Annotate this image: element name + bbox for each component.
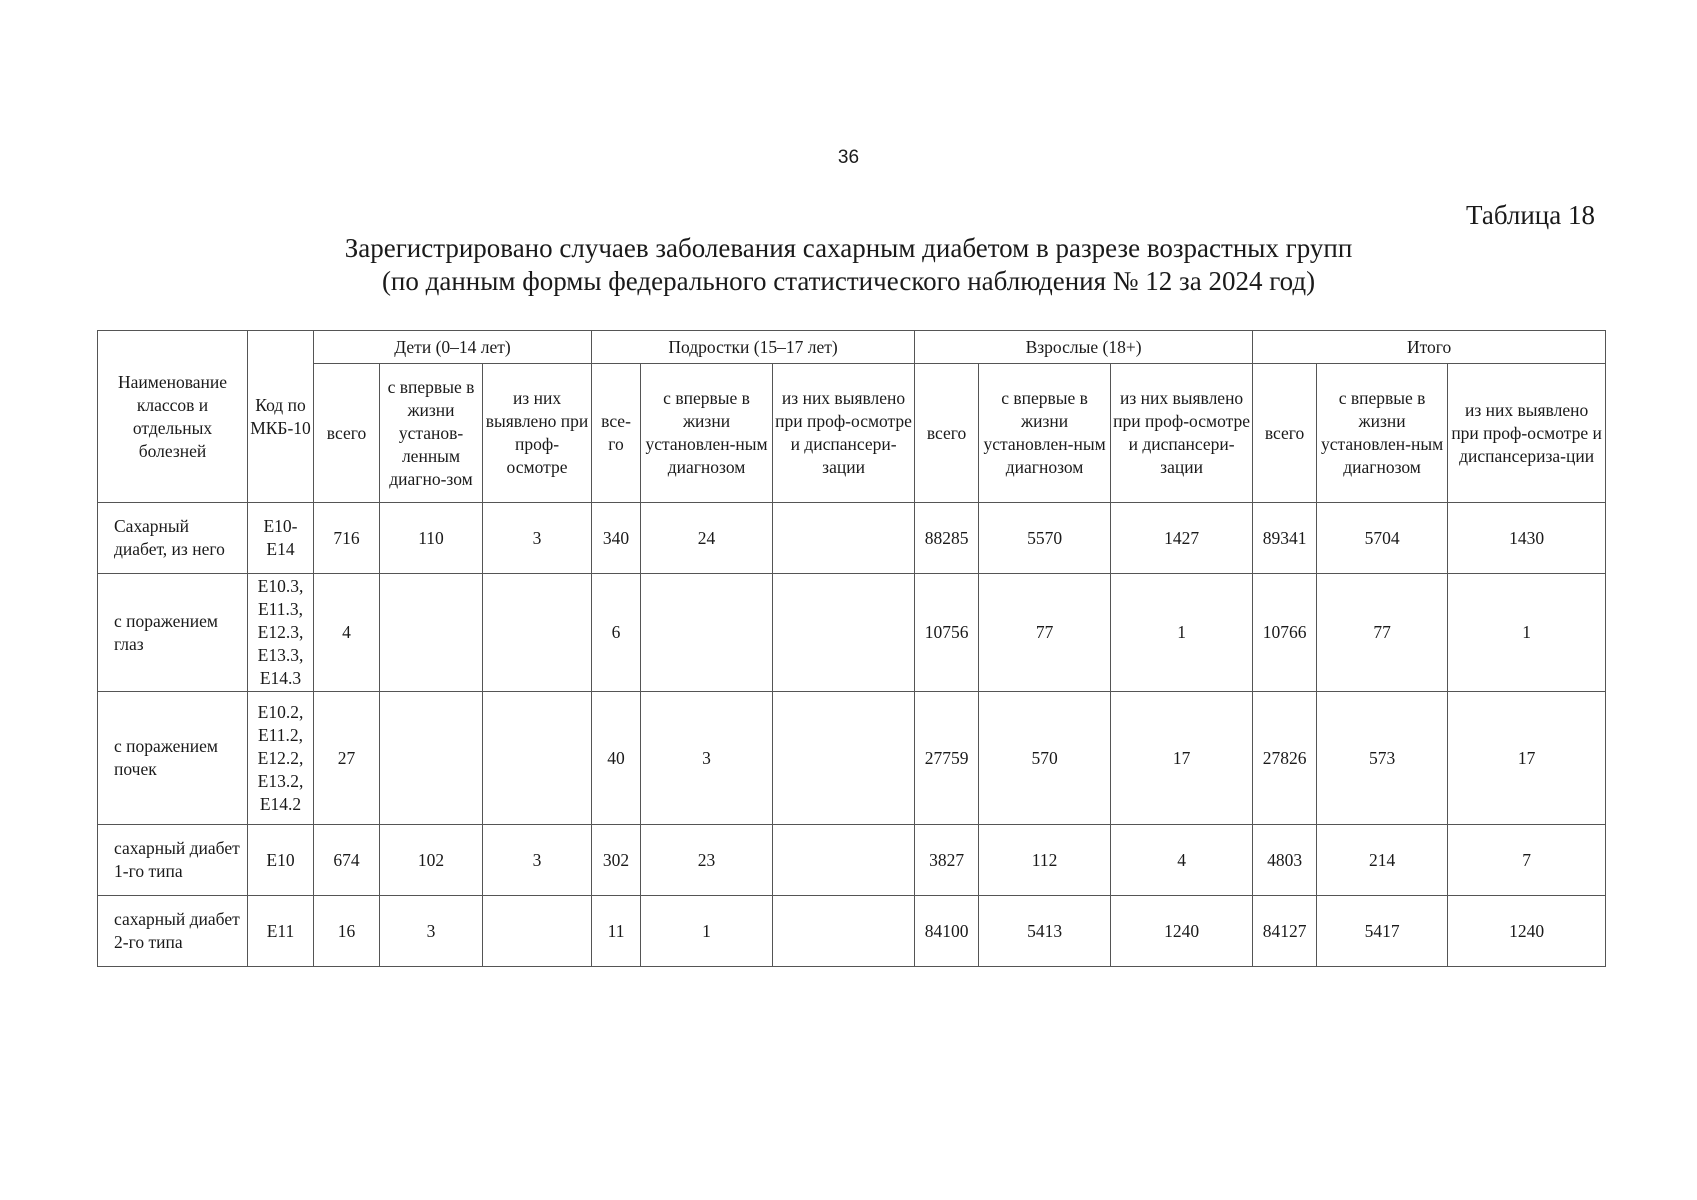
value-cell: 7 — [1448, 825, 1606, 896]
value-cell: 89341 — [1253, 503, 1317, 574]
header-teens-total: все-го — [592, 364, 641, 503]
value-cell: 17 — [1111, 692, 1253, 825]
value-cell — [483, 692, 592, 825]
value-cell: 1430 — [1448, 503, 1606, 574]
value-cell — [773, 825, 915, 896]
value-cell: 5704 — [1317, 503, 1448, 574]
header-group-total: Итого — [1253, 331, 1606, 364]
table-label: Таблица 18 — [1466, 200, 1595, 230]
icd-code: E10.3, E11.3, E12.3, E13.3, E14.3 — [248, 574, 314, 692]
value-cell: 3 — [380, 896, 483, 967]
value-cell: 1 — [1448, 574, 1606, 692]
value-cell — [380, 574, 483, 692]
value-cell: 3 — [483, 503, 592, 574]
value-cell — [773, 896, 915, 967]
table-row — [98, 574, 1606, 692]
value-cell: 3 — [641, 692, 773, 825]
value-cell: 84127 — [1253, 896, 1317, 967]
header-adults-first-diagnosed: с впервые в жизни установлен-ным диагнозом — [979, 364, 1111, 503]
value-cell: 24 — [641, 503, 773, 574]
icd-code: E11 — [248, 896, 314, 967]
header-sub-row — [98, 364, 1606, 503]
header-name: Наименование классов и отдельных болезней — [98, 331, 248, 503]
header-total-total: всего — [1253, 364, 1317, 503]
value-cell: 3827 — [915, 825, 979, 896]
title-line-1: Зарегистрировано случаев заболевания сахарным диабетом в разрезе возрастных групп — [344, 233, 1353, 263]
value-cell: 88285 — [915, 503, 979, 574]
icd-code: E10.2, E11.2, E12.2, E13.2, E14.2 — [248, 692, 314, 825]
value-cell — [483, 574, 592, 692]
statistics-table — [97, 330, 1606, 967]
disease-name: Сахарный диабет, из него — [114, 516, 225, 559]
table-body — [98, 503, 1606, 967]
value-cell: 10766 — [1253, 574, 1317, 692]
value-cell: 77 — [1317, 574, 1448, 692]
table-row — [98, 692, 1606, 825]
value-cell: 674 — [314, 825, 380, 896]
header-group-row — [98, 331, 1606, 364]
header-teens-first-diagnosed: с впервые в жизни установлен-ным диагнозом — [641, 364, 773, 503]
document-title — [0, 232, 1697, 298]
value-cell: 5570 — [979, 503, 1111, 574]
value-cell: 4 — [314, 574, 380, 692]
disease-name-cell — [98, 574, 248, 692]
value-cell: 573 — [1317, 692, 1448, 825]
value-cell: 40 — [592, 692, 641, 825]
value-cell: 340 — [592, 503, 641, 574]
value-cell — [380, 692, 483, 825]
disease-name: с поражением почек — [114, 736, 218, 779]
page-number: 36 — [837, 147, 860, 168]
disease-name: сахарный диабет 2-го типа — [114, 909, 240, 952]
value-cell: 16 — [314, 896, 380, 967]
value-cell — [773, 692, 915, 825]
disease-name-cell — [98, 825, 248, 896]
value-cell: 77 — [979, 574, 1111, 692]
value-cell: 10756 — [915, 574, 979, 692]
header-adults-checkup: из них выявлено при проф-осмотре и диспансери-зации — [1111, 364, 1253, 503]
value-cell: 27 — [314, 692, 380, 825]
header-children-total: всего — [314, 364, 380, 503]
value-cell: 5417 — [1317, 896, 1448, 967]
value-cell: 3 — [483, 825, 592, 896]
disease-name-cell — [98, 896, 248, 967]
header-children-checkup: из них выявлено при проф-осмотре — [483, 364, 592, 503]
header-group-children: Дети (0–14 лет) — [314, 331, 592, 364]
header-children-first-diagnosed: с впервые в жизни установ-ленным диагно-зом — [380, 364, 483, 503]
value-cell: 214 — [1317, 825, 1448, 896]
value-cell: 5413 — [979, 896, 1111, 967]
value-cell — [773, 503, 915, 574]
icd-code: E10 — [248, 825, 314, 896]
value-cell: 4803 — [1253, 825, 1317, 896]
value-cell: 570 — [979, 692, 1111, 825]
value-cell: 716 — [314, 503, 380, 574]
header-total-checkup: из них выявлено при проф-осмотре и диспансериза-ции — [1448, 364, 1606, 503]
table-row — [98, 825, 1606, 896]
value-cell: 6 — [592, 574, 641, 692]
value-cell: 1 — [1111, 574, 1253, 692]
value-cell: 1240 — [1448, 896, 1606, 967]
value-cell: 84100 — [915, 896, 979, 967]
value-cell: 27826 — [1253, 692, 1317, 825]
value-cell: 302 — [592, 825, 641, 896]
value-cell: 27759 — [915, 692, 979, 825]
title-line-2: (по данным формы федерального статистического наблюдения № 12 за 2024 год) — [381, 266, 1316, 296]
header-teens-checkup: из них выявлено при проф-осмотре и диспансери-зации — [773, 364, 915, 503]
disease-name-cell — [98, 503, 248, 574]
disease-name: с поражением глаз — [114, 610, 218, 654]
value-cell: 4 — [1111, 825, 1253, 896]
table-row — [98, 896, 1606, 967]
value-cell: 17 — [1448, 692, 1606, 825]
value-cell: 102 — [380, 825, 483, 896]
value-cell — [773, 574, 915, 692]
header-total-first-diagnosed: с впервые в жизни установлен-ным диагнозом — [1317, 364, 1448, 503]
header-adults-total: всего — [915, 364, 979, 503]
value-cell: 112 — [979, 825, 1111, 896]
value-cell — [483, 896, 592, 967]
header-group-teens: Подростки (15–17 лет) — [592, 331, 915, 364]
header-code: Код по МКБ-10 — [248, 331, 314, 503]
value-cell: 1427 — [1111, 503, 1253, 574]
header-group-adults: Взрослые (18+) — [915, 331, 1253, 364]
value-cell: 1 — [641, 896, 773, 967]
table-row — [98, 503, 1606, 574]
disease-name-cell — [98, 692, 248, 825]
value-cell: 11 — [592, 896, 641, 967]
disease-name: сахарный диабет 1-го типа — [114, 838, 240, 881]
value-cell: 110 — [380, 503, 483, 574]
value-cell: 23 — [641, 825, 773, 896]
value-cell — [641, 574, 773, 692]
icd-code: E10-E14 — [248, 503, 314, 574]
value-cell: 1240 — [1111, 896, 1253, 967]
